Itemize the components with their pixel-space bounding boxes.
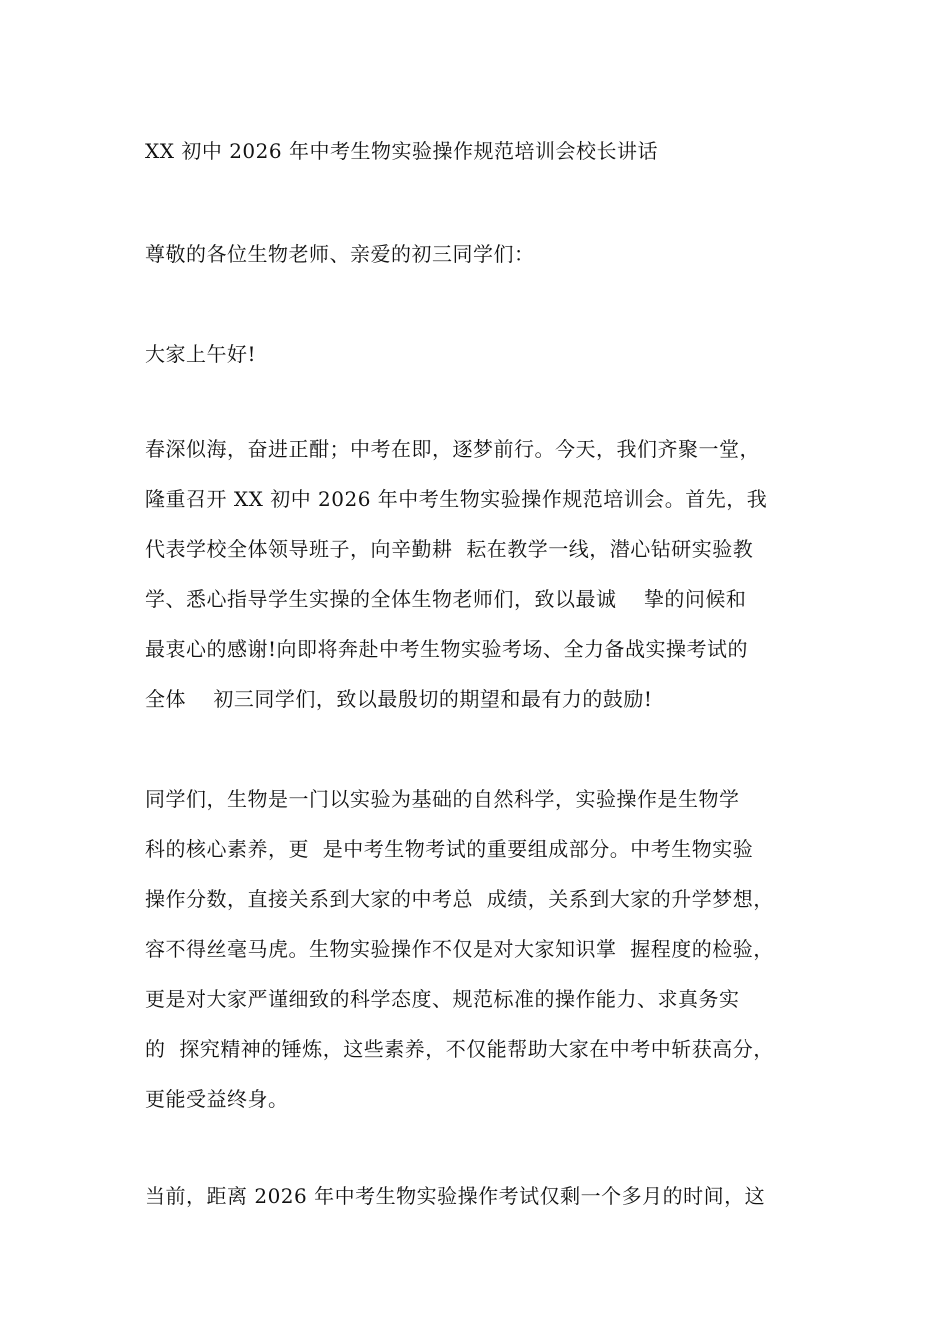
paragraph-1-line-3: 代表学校全体领导班子，向辛勤耕 耘在教学一线，潜心钻研实验教	[145, 537, 754, 561]
paragraph-2-line-1: 同学们，生物是一门以实验为基础的自然科学，实验操作是生物学	[145, 787, 740, 811]
paragraph-2-line-3: 操作分数，直接关系到大家的中考总 成绩，关系到大家的升学梦想，	[145, 887, 774, 911]
paragraph-1-line-2: 隆重召开 XX 初中 2026 年中考生物实验操作规范培训会。首先，我	[145, 487, 768, 511]
paragraph-1-line-6: 全体 初三同学们，致以最殷切的期望和最有力的鼓励!	[145, 687, 653, 711]
paragraph-2-line-5: 更是对大家严谨细致的科学态度、规范标准的操作能力、求真务实	[145, 987, 740, 1011]
paragraph-3-line-1: 当前，距离 2026 年中考生物实验操作考试仅剩一个多月的时间，这	[145, 1184, 766, 1208]
salutation: 尊敬的各位生物老师、亲爱的初三同学们：	[145, 242, 535, 266]
document-title: XX 初中 2026 年中考生物实验操作规范培训会校长讲话	[145, 139, 658, 163]
paragraph-2-line-6: 的 探究精神的锤炼，这些素养，不仅能帮助大家在中考中斩获高分，	[145, 1037, 774, 1061]
paragraph-2-line-4: 容不得丝毫马虎。生物实验操作不仅是对大家知识掌 握程度的检验，	[145, 937, 774, 961]
paragraph-2-line-7: 更能受益终身。	[145, 1087, 289, 1111]
paragraph-2-line-2: 科的核心素养，更 是中考生物考试的重要组成部分。中考生物实验	[145, 837, 754, 861]
paragraph-1-line-1: 春深似海，奋进正酣；中考在即，逐梦前行。今天，我们齐聚一堂，	[145, 437, 760, 461]
paragraph-1-line-4: 学、悉心指导学生实操的全体生物老师们，致以最诚 挚的问候和	[145, 587, 747, 611]
greeting: 大家上午好!	[145, 342, 257, 366]
paragraph-1-line-5: 最衷心的感谢!向即将奔赴中考生物实验考场、全力备战实操考试的	[145, 637, 749, 661]
